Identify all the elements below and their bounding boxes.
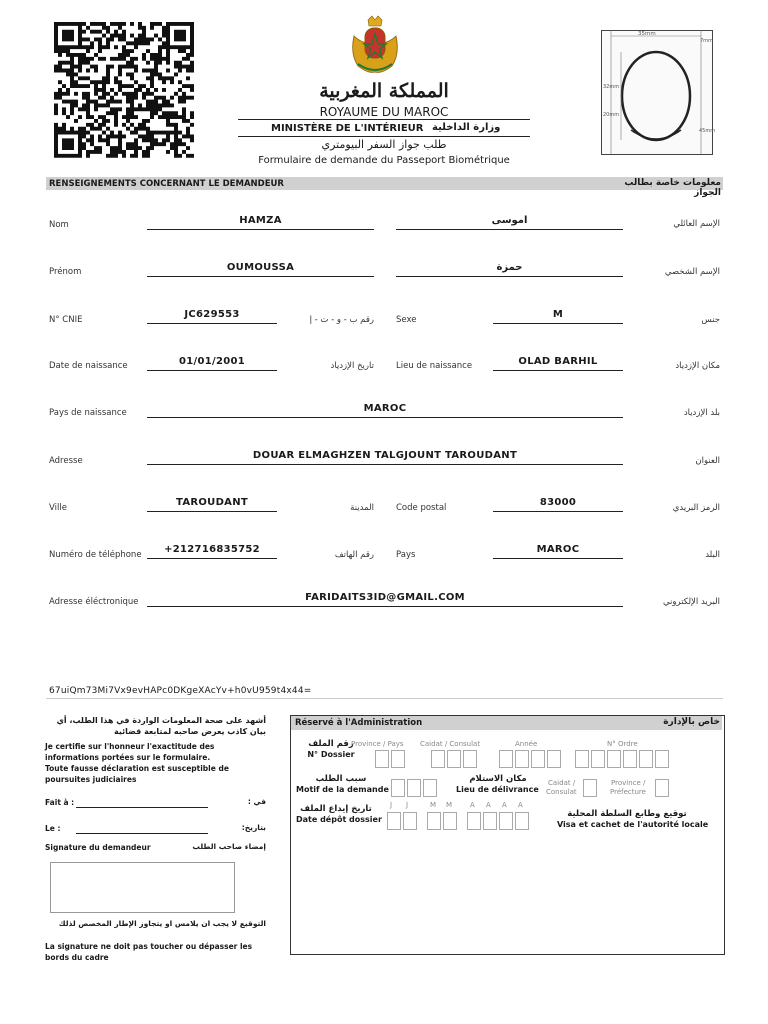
date-letter: M [446,801,453,809]
dossier-box[interactable] [447,750,461,768]
value-sexe[interactable]: M [493,309,623,324]
photo-dim-top: 7mm [700,38,713,44]
province-box[interactable] [655,779,669,797]
kingdom-arabic: المملكة المغربية [319,80,449,102]
label-nom-ar: الإسم العائلي [673,219,720,229]
section-title-fr: RENSEIGNEMENTS CONCERNANT LE DEMANDEUR [49,179,284,189]
label-telephone-ar: رقم الهاتف [334,550,374,560]
declaration-fr-4: poursuites judiciaires [45,775,137,784]
value-lieu-naissance[interactable]: OLAD BARHIL [493,356,623,371]
motif-box[interactable] [407,779,421,797]
fait-line[interactable] [76,807,208,808]
admin-depot-ar: تاريخ إيداع الملف [300,804,372,814]
admin-depot-fr: Date dépôt dossier [296,815,382,824]
value-nom-latin[interactable]: HAMZA [147,215,374,230]
value-prenom-latin[interactable]: OUMOUSSA [147,262,374,277]
label-sexe: Sexe [396,315,417,325]
label-le: Le : [45,824,61,833]
label-nom: Nom [49,220,69,230]
admin-caidat2-l2: Consulat [546,788,577,796]
qr-modules [54,22,194,158]
date-box[interactable] [483,812,497,830]
date-box[interactable] [467,812,481,830]
value-date-naissance[interactable]: 01/01/2001 [147,356,277,371]
date-box[interactable] [515,812,529,830]
dossier-box[interactable] [431,750,445,768]
label-ville: Ville [49,503,67,513]
label-le-ar: بتاريخ: [241,823,266,832]
le-line[interactable] [76,833,208,834]
photo-dim-face-w: 20mm [603,112,620,118]
label-fait: Fait à : [45,798,75,807]
label-date-naissance: Date de naissance [49,361,128,371]
label-pays-naissance-ar: بلد الإزدياد [683,408,720,418]
dossier-box[interactable] [607,750,621,768]
dossier-box[interactable] [499,750,513,768]
label-pays-ar: البلد [705,550,720,560]
motif-box[interactable] [391,779,405,797]
dossier-box[interactable] [575,750,589,768]
admin-title-ar: خاص بالإدارة [663,717,720,727]
label-pays: Pays [396,550,416,560]
date-box[interactable] [387,812,401,830]
value-prenom-arabic[interactable]: حمزة [396,262,623,277]
label-prenom-ar: الإسم الشخصي [664,267,720,277]
signature-note-fr-2: bords du cadre [45,953,109,962]
form-title-arabic: طلب جواز السفر البيومتري [321,138,447,151]
label-sexe-ar: جنس [701,315,720,325]
label-signature-ar: إمضاء صاحب الطلب [192,842,266,851]
label-fait-ar: في : [247,797,266,806]
dossier-box[interactable] [531,750,545,768]
label-ville-ar: المدينة [350,503,374,513]
ministry-rule-bottom [238,136,530,137]
admin-visa-fr: Visa et cachet de l'autorité locale [557,820,709,829]
label-code-postal-ar: الرمز البريدي [672,503,720,513]
dossier-box[interactable] [515,750,529,768]
value-email[interactable]: FARIDAITS3ID@GMAIL.COM [147,592,623,607]
date-box[interactable] [443,812,457,830]
ministry-arabic: وزارة الداخلية [432,122,501,133]
date-box[interactable] [427,812,441,830]
dossier-box[interactable] [623,750,637,768]
value-adresse[interactable]: DOUAR ELMAGHZEN TALGJOUNT TAROUDANT [147,450,623,465]
dossier-box[interactable] [655,750,669,768]
section-title-ar: معلومات خاصة بطالب الجواز [624,178,721,198]
dossier-box[interactable] [547,750,561,768]
label-lieu-naissance: Lieu de naissance [396,361,473,371]
ministry-rule [238,119,530,120]
admin-ordre: N° Ordre [607,740,638,748]
caidat-box[interactable] [583,779,597,797]
date-letter: A [518,801,523,809]
date-letter: A [470,801,475,809]
admin-dossier-fr: N° Dossier [307,750,355,759]
admin-province2-l2: Préfecture [610,788,646,796]
label-adresse: Adresse [49,456,83,466]
date-letter: J [390,801,393,809]
admin-caidat2-l1: Caidat / [548,779,576,787]
code-rule [46,698,723,699]
admin-dossier-ar: رقم الملف [308,739,354,749]
label-email-ar: البريد الإلكتروني [662,597,720,607]
dossier-box[interactable] [391,750,405,768]
declaration-fr-3: Toute fausse déclaration est susceptible de [45,764,229,773]
admin-motif-ar: سبب الطلب [315,774,367,784]
form-title-french: Formulaire de demande du Passeport Biométrique [258,155,510,166]
label-date-naissance-ar: تاريخ الإزدياد [330,361,374,371]
admin-motif-fr: Motif de la demande [296,785,389,794]
label-pays-naissance: Pays de naissance [49,408,127,418]
declaration-arabic: أشهد على صحة المعلومات الواردة في هذا الطلب، أي بيان كاذب يعرض صاحبه لمتابعة قضائية [56,716,266,736]
dossier-box[interactable] [375,750,389,768]
value-pays[interactable]: MAROC [493,544,623,559]
value-telephone[interactable]: +212716835752 [147,544,277,559]
admin-province-pays: Province / Pays [351,740,404,748]
date-letter: A [502,801,507,809]
date-letter: A [486,801,491,809]
verification-code: 67uiQm73Mi7Vx9evHAPc0DKgeXAcYv+h0vU959t4x44= [49,686,312,696]
signature-note-fr-1: La signature ne doit pas toucher ou dépasser les [45,942,253,951]
value-cnie[interactable]: JC629553 [147,309,277,324]
dossier-box[interactable] [639,750,653,768]
admin-visa-ar: توقيع وطابع السلطة المحلية [567,809,687,819]
admin-lieu-ar: مكان الاستلام [469,774,527,784]
declaration-fr-1: Je certifie sur l'honneur l'exactitude des [45,742,215,751]
signature-box[interactable] [50,862,235,913]
value-ville[interactable]: TAROUDANT [147,497,277,512]
label-lieu-naissance-ar: مكان الإزدياد [675,361,720,371]
date-box[interactable] [499,812,513,830]
admin-lieu-fr: Lieu de délivrance [456,785,539,794]
admin-title-fr: Réservé à l'Administration [295,718,423,728]
date-box[interactable] [403,812,417,830]
value-nom-arabic[interactable]: اموسى [396,215,623,230]
date-letter: J [406,801,409,809]
label-signature: Signature du demandeur [45,843,151,852]
dossier-box[interactable] [591,750,605,768]
ministry-french: MINISTÈRE DE L'INTÉRIEUR [271,123,424,134]
label-cnie: N° CNIE [49,315,83,325]
label-adresse-ar: العنوان [695,456,720,466]
admin-caidat-consulat: Caidat / Consulat [420,740,481,748]
dossier-box[interactable] [463,750,477,768]
value-code-postal[interactable]: 83000 [493,497,623,512]
date-letter: M [430,801,437,809]
motif-box[interactable] [423,779,437,797]
admin-annee: Année [515,740,538,748]
label-cnie-ar: رقم ب - و - ت - إ [309,315,374,325]
declaration-fr-2: informations portées sur le formulaire. [45,753,211,762]
photo-guide [601,30,712,154]
value-pays-naissance[interactable]: MAROC [147,403,623,418]
admin-province2-l1: Province / [611,779,646,787]
photo-dim-width: 35mm [638,31,656,37]
kingdom-french: ROYAUME DU MAROC [319,105,449,119]
signature-note-ar: التوقيع لا يجب ان يلامس او يتجاوز الإطار المخصص لذلك [58,919,266,928]
label-prenom: Prénom [49,267,82,277]
photo-dim-face-h: 32mm [603,84,620,90]
qr-code [54,22,196,158]
photo-dim-height: 45mm [699,128,716,134]
label-email: Adresse éléctronique [49,597,139,607]
label-code-postal: Code postal [396,503,447,513]
label-telephone: Numéro de téléphone [49,550,142,560]
coat-of-arms-logo [348,14,402,78]
